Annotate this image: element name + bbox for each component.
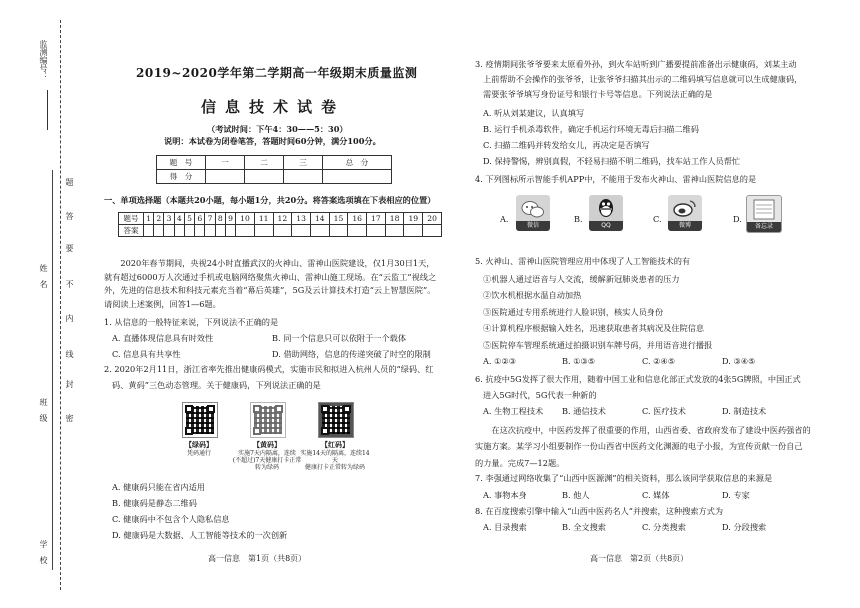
answer-table-number: 7 xyxy=(205,213,215,225)
side-mark: 密 xyxy=(65,414,74,422)
qq-icon[interactable] xyxy=(589,195,623,231)
answer-table-number: 19 xyxy=(404,213,423,225)
q7-stem: 7. 李强通过网络收集了“山西中医源渊”的相关资料，那么该同学获取信息的来源是 xyxy=(475,473,773,483)
q2-stem: 码、黄码”三色动态管理。关于健康码，下列说法正确的是 xyxy=(112,380,321,390)
score-header-cell: 一 xyxy=(206,156,245,170)
q1-option-c[interactable]: C. 信息具有共享性 xyxy=(112,349,181,359)
monitor-code-label: 监测编号： xyxy=(39,40,48,80)
page-footer-right: 高一信息 第2页（共8页） xyxy=(590,554,689,563)
answer-table-number: 15 xyxy=(329,213,348,225)
q5-item: ⑤医院停车管理系统通过拍摄识别车牌号码，并用语音进行播报 xyxy=(483,339,713,350)
exam-title: 2019~2020学年第二学期高一年级期末质量监测 xyxy=(136,66,418,80)
answer-table-number: 4 xyxy=(174,213,184,225)
answer-table-number: 2 xyxy=(154,213,164,225)
q1-stem: 1. 从信息的一般特征来说，下列说法不正确的是 xyxy=(104,317,279,327)
answer-table-number: 14 xyxy=(310,213,329,225)
q5-stem: 5. 火神山、雷神山医院管理应用中体现了人工智能技术的有 xyxy=(475,256,691,266)
passage-line: 实施方案。某学习小组要制作一份山西省中医药文化渊源的电子小报，为宣传贡献一份自己 xyxy=(475,441,803,452)
binding-dashed-line xyxy=(60,20,61,590)
answer-cell[interactable] xyxy=(404,225,423,237)
q6-option-b[interactable]: B. 通信技术 xyxy=(562,406,606,416)
side-mark: 不 xyxy=(65,280,74,288)
green-code-label: 【绿码】 xyxy=(185,440,213,449)
subject-title: 信息技术试卷 xyxy=(201,98,346,116)
answer-cell[interactable] xyxy=(236,225,255,237)
red-code-desc: 实施14天的隔离，连续14天 健康打卡正常转为绿码 xyxy=(300,450,370,471)
q5-item: ③医院通过专用系统进行人脸识别，核实人员身份 xyxy=(483,306,664,317)
q4-option-d-letter[interactable]: D. xyxy=(733,214,742,224)
name-label: 姓 名 xyxy=(39,264,48,288)
q8-option-c[interactable]: C. 分类搜索 xyxy=(642,522,686,532)
q6-option-a[interactable]: A. 生物工程技术 xyxy=(483,406,544,416)
q6-option-c[interactable]: C. 医疗技术 xyxy=(642,406,686,416)
score-header-cell: 二 xyxy=(245,156,284,170)
answer-cell[interactable] xyxy=(348,225,367,237)
yellow-code-label: 【黄码】 xyxy=(253,440,281,449)
q4-option-a-letter[interactable]: A. xyxy=(500,214,509,224)
q5-option-a[interactable]: A. ①②③ xyxy=(483,356,517,366)
q1-option-d[interactable]: D. 借助网络，信息的传递突破了时空的限制 xyxy=(272,349,431,359)
answer-table-number: 11 xyxy=(254,213,273,225)
q5-item: ①机器人通过语音与人交流，缓解新冠肺炎患者的压力 xyxy=(483,274,680,284)
answer-table-number: 10 xyxy=(236,213,255,225)
q3-stem-line: 上前帮助不会操作的张爷爷，让张爷爷扫描其出示的二维码填写信息就可以生成健康码， xyxy=(483,74,803,85)
answer-cell[interactable] xyxy=(205,225,215,237)
passage-line: 在这次抗疫中，中医药发挥了很重要的作用，山西省委、省政府发布了建设中医药强省的 xyxy=(475,425,811,435)
answer-cell[interactable] xyxy=(273,225,292,237)
answer-cell[interactable] xyxy=(164,225,174,237)
answer-table-number: 16 xyxy=(348,213,367,225)
q8-option-b[interactable]: B. 全文搜索 xyxy=(562,522,606,532)
weibo-label: 微博 xyxy=(668,221,702,231)
wechat-label: 微信 xyxy=(516,221,550,231)
answer-cell[interactable] xyxy=(367,225,386,237)
answer-table-number: 17 xyxy=(367,213,386,225)
side-mark: 答 xyxy=(65,212,74,220)
side-mark-title: 题 xyxy=(65,178,74,186)
qq-label: QQ xyxy=(589,221,623,231)
q1-option-b[interactable]: B. 同一个信息只可以依附于一个载体 xyxy=(272,333,407,343)
q6-option-d[interactable]: D. 制造技术 xyxy=(722,406,767,416)
school-label: 学 校 xyxy=(39,540,48,564)
red-code-label: 【红码】 xyxy=(321,440,349,449)
exam-time: （考试时间：下午4：30——5：30） xyxy=(207,124,348,134)
q8-option-d[interactable]: D. 分段搜索 xyxy=(722,522,767,532)
q2-option-c[interactable]: C. 健康码中不包含个人隐私信息 xyxy=(112,514,230,524)
score-cell xyxy=(245,170,284,184)
answer-table-number: 13 xyxy=(292,213,311,225)
q7-option-c[interactable]: C. 媒体 xyxy=(642,490,670,500)
answer-table-label: 答案 xyxy=(119,225,144,237)
weibo-icon[interactable] xyxy=(668,195,702,231)
score-header-cell: 题 号 xyxy=(157,156,206,170)
q2-option-d[interactable]: D. 健康码是大数据、人工智能等技术的一次创新 xyxy=(112,530,288,540)
memo-label: 备忘录 xyxy=(747,222,781,232)
answer-cell[interactable] xyxy=(423,225,442,237)
score-header-cell: 总 分 xyxy=(323,156,392,170)
instructions: 说明：本试卷为闭卷笔答，答题时间60分钟，满分100分。 xyxy=(164,136,381,146)
green-code-desc: 凭码通行 xyxy=(186,450,211,457)
answer-cell[interactable] xyxy=(184,225,194,237)
score-table xyxy=(156,155,392,184)
memo-icon[interactable] xyxy=(746,195,782,233)
q3-option-a[interactable]: A. 听从刘某建议，认真填写 xyxy=(483,108,585,118)
side-mark: 内 xyxy=(65,314,74,322)
answer-cell[interactable] xyxy=(144,225,154,237)
score-cell xyxy=(206,170,245,184)
q3-stem xyxy=(475,57,802,103)
section1-heading: 一、单项选择题（本题共20小题，每小题1分，共20分。将答案选项填在下表相应的位置） xyxy=(104,195,436,205)
q8-option-a[interactable]: A. 目录搜索 xyxy=(483,522,527,532)
q5-item: ④计算机程序根据输入姓名，迅速获取患者其病况及住院信息 xyxy=(483,323,705,334)
answer-cell[interactable] xyxy=(385,225,404,237)
q3-option-d[interactable]: D. 保持警惕，辨别真假，不轻易扫描不明二维码，找车站工作人员帮忙 xyxy=(483,156,741,166)
monitor-code-line xyxy=(47,90,48,130)
passage-line: 就有超过6000万人次通过手机或电脑网络聚焦火神山、雷神山施工现场。在“云监工”视线之 xyxy=(104,271,437,282)
passage-line: 的力量。完成7—12题。 xyxy=(475,457,565,468)
answer-table xyxy=(118,212,442,237)
page-footer-left: 高一信息 第1页（共8页） xyxy=(208,554,307,563)
answer-table-number: 6 xyxy=(195,213,205,225)
answer-cell[interactable] xyxy=(195,225,205,237)
wechat-icon[interactable] xyxy=(516,195,550,231)
yellow-qr-code xyxy=(250,402,286,438)
q5-option-b[interactable]: B. ①③⑤ xyxy=(562,356,596,366)
side-mark: 要 xyxy=(65,244,74,252)
q3-option-c[interactable]: C. 扫描二维码并转发给女儿，再决定是否填写 xyxy=(483,140,650,150)
q1-option-a[interactable]: A. 直播体现信息具有时效性 xyxy=(112,333,214,343)
q7-option-d[interactable]: D. 专家 xyxy=(722,490,750,500)
q2-option-a[interactable]: A. 健康码只能在省内适用 xyxy=(112,482,205,492)
q5-item: ②饮水机根据水温自动加热 xyxy=(483,290,582,301)
class-label: 班 级 xyxy=(39,398,48,422)
answer-table-label: 题号 xyxy=(119,213,144,225)
answer-cell[interactable] xyxy=(225,225,235,237)
q7-option-b[interactable]: B. 他人 xyxy=(562,490,590,500)
green-qr-code xyxy=(182,402,218,438)
q3-stem-line: 需要张爷爷填写身份证号和银行卡号等信息。下列说法正确的是 xyxy=(483,89,713,100)
answer-cell[interactable] xyxy=(329,225,348,237)
q3-option-b[interactable]: B. 运行手机杀毒软件，确定手机运行环境无毒后扫描二维码 xyxy=(483,124,699,134)
q5-option-c[interactable]: C. ②④⑤ xyxy=(642,356,676,366)
answer-table-number: 1 xyxy=(144,213,154,225)
q2-option-b[interactable]: B. 健康码是静态二维码 xyxy=(112,498,197,508)
yellow-code-desc: 实施7天内隔离，连续 (不超过)7天健康打卡正常 转为绿码 xyxy=(232,450,302,471)
answer-cell[interactable] xyxy=(154,225,164,237)
answer-cell[interactable] xyxy=(254,225,273,237)
answer-table-number: 5 xyxy=(184,213,194,225)
score-row-label: 得 分 xyxy=(157,170,206,184)
q2-stem: 2. 2020年2月11日，浙江省率先推出健康码模式，实施市民和拟进入杭州人员的“绿码、红 xyxy=(104,364,434,374)
answer-table-number: 18 xyxy=(385,213,404,225)
answer-table-number: 12 xyxy=(273,213,292,225)
score-header-cell: 三 xyxy=(284,156,323,170)
red-qr-code xyxy=(318,402,354,438)
score-cell xyxy=(284,170,323,184)
binding-solid-line xyxy=(52,170,53,570)
answer-table-number: 3 xyxy=(164,213,174,225)
answer-table-number: 8 xyxy=(215,213,225,225)
answer-table-number: 20 xyxy=(423,213,442,225)
q6-stem: 6. 抗疫中5G发挥了很大作用，随着中国工业和信息化部正式发放的4张5G牌照，中国正式 xyxy=(475,374,801,384)
q8-stem: 8. 在百度搜索引擎中输入“山西中医药名人”并搜索，这种搜索方式为 xyxy=(475,506,724,516)
answer-cell[interactable] xyxy=(292,225,311,237)
q4-option-b-letter[interactable]: B. xyxy=(574,214,583,224)
passage-line: 外，先进的信息技术和科技元素充当着“幕后英雄”，5G及云计算技术打造“云上智慧医院”。 xyxy=(104,285,436,296)
answer-cell[interactable] xyxy=(215,225,225,237)
side-mark: 封 xyxy=(65,380,74,388)
answer-cell[interactable] xyxy=(174,225,184,237)
passage2 xyxy=(475,422,811,471)
q5-items xyxy=(483,271,712,353)
score-cell xyxy=(323,170,392,184)
q7-option-a[interactable]: A. 事物本身 xyxy=(483,490,527,500)
passage1 xyxy=(104,257,436,311)
q4-stem: 4. 下列图标所示智能手机APP中，不能用于发布火神山、雷神山医院信息的是 xyxy=(475,174,757,184)
q3-stem-line: 3. 疫情期间张爷爷要来太原看外孙，到火车站听到广播要提前准备出示健康码，刘某主动 xyxy=(475,59,797,69)
passage-line: 2020年春节期间，央视24小时直播武汉的火神山、雷神山医院建设，仅1月30日1天， xyxy=(104,258,435,268)
q5-option-d[interactable]: D. ③④⑤ xyxy=(722,356,756,366)
answer-cell[interactable] xyxy=(310,225,329,237)
passage-line: 请阅读上述案例，回答1—6题。 xyxy=(104,298,221,309)
answer-table-number: 9 xyxy=(225,213,235,225)
q6-stem: 进入5G时代，5G代表一种新的 xyxy=(483,390,597,400)
q4-option-c-letter[interactable]: C. xyxy=(653,214,662,224)
side-mark: 线 xyxy=(65,350,74,358)
